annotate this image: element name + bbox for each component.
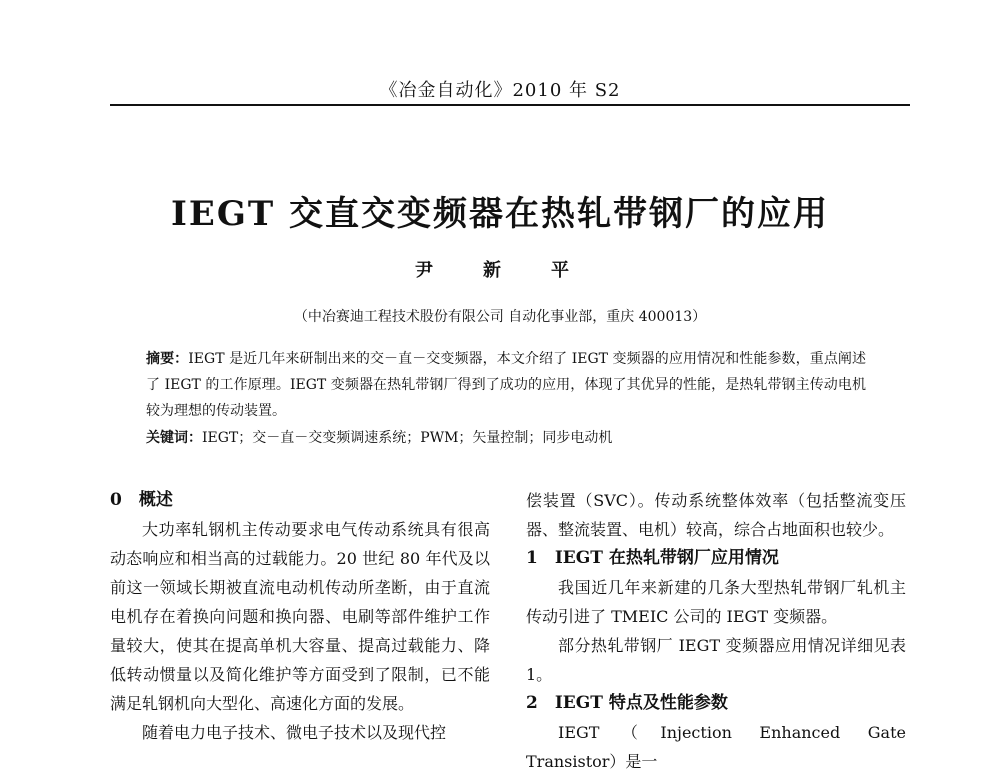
section-0-heading: 0 概述 [110,490,173,510]
section-1-paragraph-1: 我国近几年来新建的几条大型热轧带钢厂轧机主传动引进了 TMEIC 公司的 IEGT 变频器。 [526,578,906,626]
header-rule [110,104,910,106]
affiliation: （中冶赛迪工程技术股份有限公司 自动化事业部，重庆 400013） [293,309,707,325]
section-2-paragraph-1: IEGT（Injection Enhanced Gate Transistor）是一 [526,723,906,771]
paper-title: IEGT 交直交变频器在热轧带钢厂的应用 [171,194,829,234]
abstract-label: 摘要： [146,351,189,367]
continued-paragraph: 偿装置（SVC）。传动系统整体效率（包括整流变压器、整流装置、电机）较高，综合占地面积也较少。 [526,491,906,539]
abstract [146,346,866,424]
right-column [526,486,906,776]
running-header: 《冶金自动化》2010 年 S2 [379,80,621,101]
section-0-paragraph-1: 大功率轧钢机主传动要求电气传动系统具有很高动态响应和相当高的过载能力。20 世纪 80 年代及以前这一领域长期被直流电动机传动所垄断，由于直流电机存在着换向问题和换向器、电刷等部件维护工作量较大，使其在提高单机大容量、提高过载能力、降低转动惯量以及简化维护等方面受到了限制，已不能满足轧钢机向大型化、高速化方面的发展。 [110,520,490,713]
abstract-text: IEGT 是近几年来研制出来的交－直－交变频器，本文介绍了 IEGT 变频器的应用情况和性能参数，重点阐述了 IEGT 的工作原理。IEGT 变频器在热轧带钢厂得到了成功的应用，体现了其优异的性能，是热轧带钢主传动电机较为理想的传动装置。 [146,351,866,419]
keywords-label: 关键词： [146,430,202,446]
author-name: 尹 新 平 [415,260,585,281]
section-1-paragraph-2: 部分热轧带钢厂 IEGT 变频器应用情况详细见表 1。 [526,636,906,684]
section-2-heading: 2 IEGT 特点及性能参数 [526,693,728,713]
keywords-text: IEGT；交－直－交变频调速系统；PWM；矢量控制；同步电动机 [202,430,613,446]
section-0-paragraph-2: 随着电力电子技术、微电子技术以及现代控 [142,723,447,742]
section-1-heading: 1 IEGT 在热轧带钢厂应用情况 [526,548,779,568]
keywords [146,426,866,450]
left-column [110,486,490,747]
